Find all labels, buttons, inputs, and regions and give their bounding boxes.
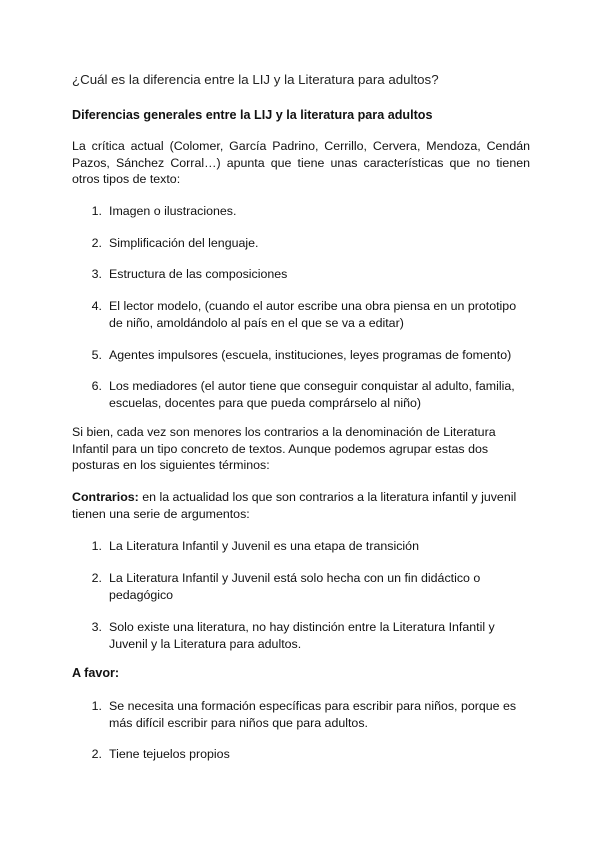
list-text: Los mediadores (el autor tiene que conseguir conquistar al adulto, familia, escuelas, docentes para que pueda comprárselo al niño) (109, 379, 515, 410)
list-text: Imagen o ilustraciones. (109, 204, 237, 218)
contrarios-text: en la actualidad los que son contrarios a la literatura infantil y juvenil tienen una serie de argumentos: (72, 490, 517, 521)
list-number: 5. (91, 348, 102, 362)
intro-paragraph: La crítica actual (Colomer, García Padrino, Cerrillo, Cervera, Mendoza, Cendán Pazos, Sánchez Corral…) apunta que tiene unas características que no tienen otros tipos de texto: (72, 139, 530, 186)
list-text: Se necesita una formación específicas para escribir para niños, porque es más difícil escribir para niños que para adultos. (109, 699, 517, 730)
list-number: 2. (91, 747, 102, 761)
list-text: Simplificación del lenguaje. (109, 236, 259, 250)
list-number: 6. (91, 379, 102, 393)
list-number: 1. (91, 204, 102, 218)
contrarios-label: Contrarios: (72, 490, 139, 504)
list-number: 3. (91, 267, 102, 281)
list-text: La Literatura Infantil y Juvenil es una etapa de transición (109, 539, 419, 553)
contrarios-paragraph (72, 489, 530, 522)
favor-heading: A favor: (72, 666, 120, 680)
list-text: La Literatura Infantil y Juvenil está solo hecha con un fin didáctico o pedagógico (109, 571, 481, 602)
body-paragraph: Si bien, cada vez son menores los contrarios a la denominación de Literatura Infantil para un tipo concreto de textos. Aunque podemos agrupar estas dos posturas en los siguientes términos: (72, 425, 496, 472)
list-number: 1. (91, 539, 102, 553)
list-text: Solo existe una literatura, no hay distinción entre la Literatura Infantil y Juvenil y la Literatura para adultos. (109, 620, 495, 651)
list-text: Estructura de las composiciones (109, 267, 288, 281)
page-title: ¿Cuál es la diferencia entre la LIJ y la Literatura para adultos? (72, 72, 439, 87)
list-text: Tiene tejuelos propios (109, 747, 230, 761)
list-number: 1. (91, 699, 102, 713)
list-text: El lector modelo, (cuando el autor escribe una obra piensa en un prototipo de niño, amoldándolo al país en el que se va a editar) (109, 299, 517, 330)
section-heading: Diferencias generales entre la LIJ y la literatura para adultos (72, 108, 433, 122)
list-number: 2. (91, 236, 102, 250)
list-number: 2. (91, 571, 102, 585)
list-text: Agentes impulsores (escuela, instituciones, leyes programas de fomento) (109, 348, 512, 362)
list-number: 4. (91, 299, 102, 313)
list-number: 3. (91, 620, 102, 634)
